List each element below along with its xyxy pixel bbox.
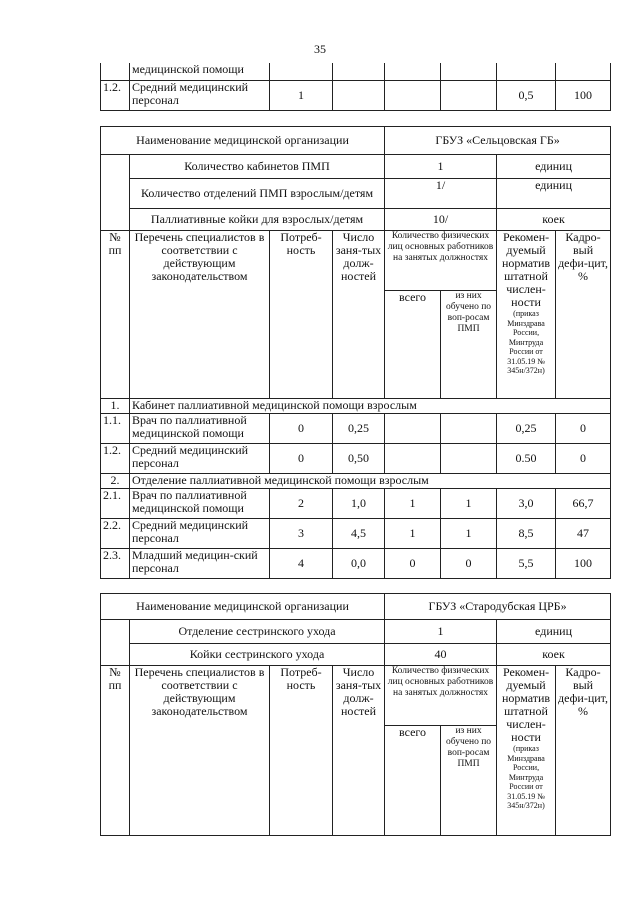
table-row: 2.3. Младший медицин-ский персонал 4 0,0 0 0 5,5 100 <box>101 549 611 579</box>
header-need: Потреб-ность <box>270 231 333 399</box>
section-row: 2. Отделение паллиативной медицинской помощи взрослым <box>101 474 611 489</box>
info-unit: коек <box>497 209 611 231</box>
info-unit: единиц <box>497 179 611 209</box>
info-label: Количество кабинетов ПМП <box>130 155 385 179</box>
info-unit: единиц <box>497 620 611 644</box>
info-label: Койки сестринского ухода <box>130 644 385 666</box>
org-value: ГБУЗ «Сельцовская ГБ» <box>385 127 611 155</box>
header-norm: Рекомен-дуемый норматив штатной числен-ности (приказ Минздрава России, Минтруда России от 31.05.19 № 345н/372н) <box>497 231 556 399</box>
header-phys: Количество физических лиц основных работников на занятых должностях <box>385 666 497 726</box>
section-title: Отделение паллиативной медицинской помощи взрослым <box>130 474 611 489</box>
table-row: 2.2. Средний медицинский персонал 3 4,5 1 1 8,5 47 <box>101 519 611 549</box>
header-trained: из них обучено по воп-росам ПМП <box>441 726 497 836</box>
header-phys: Количество физических лиц основных работников на занятых должностях <box>385 231 497 291</box>
header-num: № пп <box>101 231 130 399</box>
org-label: Наименование медицинской организации <box>101 127 385 155</box>
header-occupied: Число заня-тых долж-ностей <box>333 666 385 836</box>
org2-table <box>100 593 611 836</box>
org-value: ГБУЗ «Стародубская ЦРБ» <box>385 594 611 620</box>
table-row <box>101 80 611 110</box>
header-num: № пп <box>101 666 130 836</box>
info-value: 1/ <box>385 179 497 209</box>
org-label: Наименование медицинской организации <box>101 594 385 620</box>
row-name: медицинской помощи <box>130 63 270 80</box>
table-row: 2.1. Врач по паллиативной медицинской помощи 2 1,0 1 1 3,0 66,7 <box>101 489 611 519</box>
section-title: Кабинет паллиативной медицинской помощи взрослым <box>130 399 611 414</box>
org1-table <box>100 126 611 579</box>
table-row: 1.2. Средний медицинский персонал 0 0,50 0.50 0 <box>101 444 611 474</box>
header-total: всего <box>385 291 441 399</box>
header-norm: Рекомен-дуемый норматив штатной числен-ности (приказ Минздрава России, Минтруда России от 31.05.19 № 345н/372н) <box>497 666 556 836</box>
header-total: всего <box>385 726 441 836</box>
info-value: 40 <box>385 644 497 666</box>
info-unit: единиц <box>497 155 611 179</box>
deficit-value: 100 <box>556 80 611 110</box>
header-trained: из них обучено по воп-росам ПМП <box>441 291 497 399</box>
info-unit: коек <box>497 644 611 666</box>
top-table <box>100 63 611 111</box>
header-list: Перечень специалистов в соответствии с действующим законодательством <box>130 231 270 399</box>
info-value: 10/ <box>385 209 497 231</box>
info-label: Отделение сестринского ухода <box>130 620 385 644</box>
header-list: Перечень специалистов в соответствии с действующим законодательством <box>130 666 270 836</box>
row-number: 1.2. <box>101 80 130 110</box>
section-row: 1. Кабинет паллиативной медицинской помощи взрослым <box>101 399 611 414</box>
header-occupied: Число заня-тых долж-ностей <box>333 231 385 399</box>
header-deficit: Кадро-вый дефи-цит, % <box>556 231 611 399</box>
row-name: Средний медицинский персонал <box>130 80 270 110</box>
need-value: 1 <box>270 80 333 110</box>
table-row: 1.1. Врач по паллиативной медицинской помощи 0 0,25 0,25 0 <box>101 414 611 444</box>
norm-value: 0,5 <box>497 80 556 110</box>
info-label: Количество отделений ПМП взрослым/детям <box>130 179 385 209</box>
page-number: 35 <box>314 42 326 56</box>
header-deficit: Кадро-вый дефи-цит, % <box>556 666 611 836</box>
info-value: 1 <box>385 620 497 644</box>
info-value: 1 <box>385 155 497 179</box>
info-label: Паллиативные койки для взрослых/детям <box>130 209 385 231</box>
header-need: Потреб-ность <box>270 666 333 836</box>
